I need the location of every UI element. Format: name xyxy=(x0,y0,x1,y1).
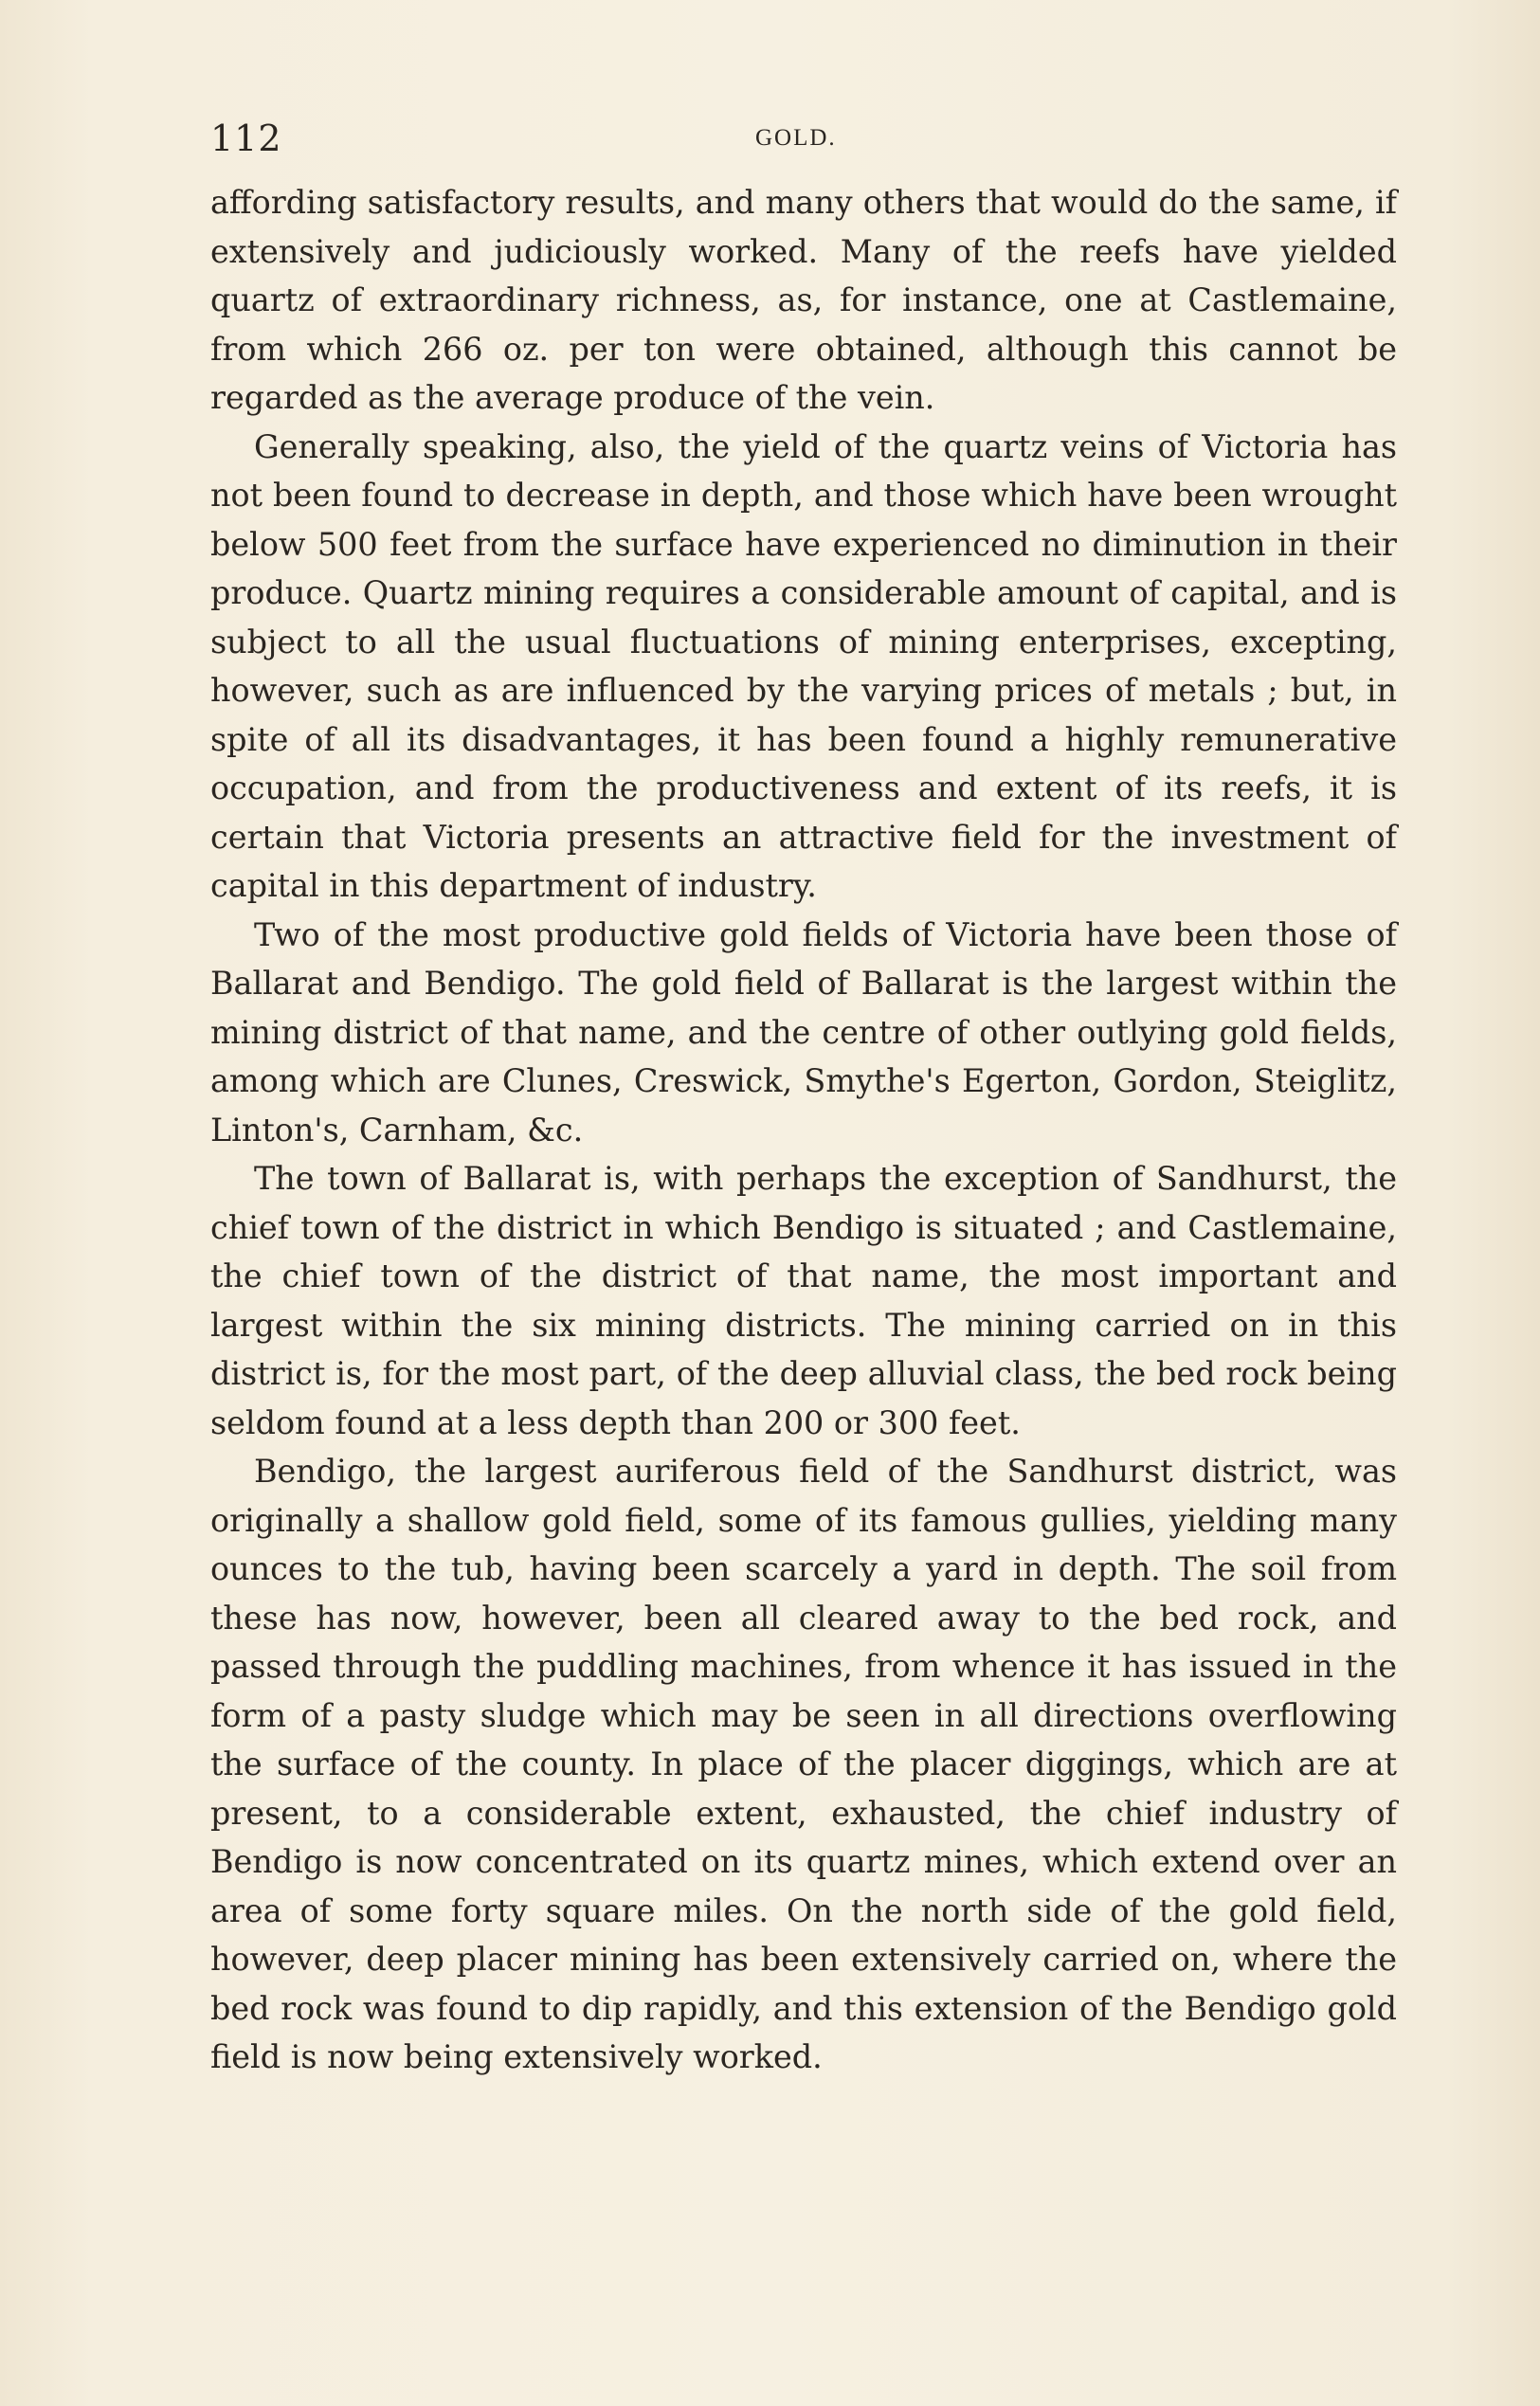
page-header xyxy=(210,112,1404,165)
paragraph-town-of-ballarat: The town of Ballarat is, with perhaps the exception of Sandhurst, the chief town of the district in which Bendigo is situated ; and Castlemaine, the chief town of the district of that name, the most important and largest within the six mining districts. The mining carried on in this district is, for the most part, of the deep alluvial class, the bed rock being seldom found at a less depth than 200 or 300 feet. xyxy=(210,1160,1397,1441)
page-number: 112 xyxy=(210,118,282,159)
paragraph-bendigo: Bendigo, the largest auriferous field of the Sandhurst district, was originally a shallow gold field, some of its famous gullies, yielding many ounces to the tub, having been scarcely a yard in depth. The soil from these has now, however, been all cleared away to the bed rock, and passed through the puddling machines, from whence it has issued in the form of a pasty sludge which may be seen in all directions overflowing the surface of the county. In place of the placer diggings, which are at present, to a considerable extent, exhausted, the chief industry of Bendigo is now concentrated on its quartz mines, which extend over an area of some forty square miles. On the north side of the gold field, however, deep placer mining has been extensively carried on, where the bed rock was found to dip rapidly, and this extension of the Bendigo gold field is now being extensively worked. xyxy=(210,1453,1397,2075)
running-head: GOLD. xyxy=(755,125,837,151)
body-text xyxy=(210,178,1397,2082)
paragraph-ballarat-bendigo: Two of the most productive gold fields of Victoria have been those of Ballarat and Bendigo. The gold field of Ballarat is the largest within the mining district of that name, and the centre of other outlying gold fields, among which are Clunes, Creswick, Smythe's Egerton, Gordon, Steiglitz, Linton's, Carnham, &c. xyxy=(210,915,1397,1149)
paragraph-quartz-yield: Generally speaking, also, the yield of the quartz veins of Victoria has not been found to decrease in depth, and those which have been wrought below 500 feet from the surface have experienced no diminution in their produce. Quartz mining requires a considerable amount of capital, and is subject to all the usual fluctuations of mining enterprises, excepting, however, such as are influenced by the varying prices of metals ; but, in spite of all its disadvantages, it has been found a highly remunerative occupation, and from the productiveness and extent of its reefs, it is certain that Victoria presents an attractive field for the investment of capital in this department of industry. xyxy=(210,427,1397,904)
paragraph-continued: affording satisfactory results, and many others that would do the same, if extensively and judiciously worked. Many of the reefs have yielded quartz of extraordinary richness, as, for instance, one at Castlemaine, from which 266 oz. per ton were obtained, although this cannot be regarded as the average produce of the vein. xyxy=(210,184,1397,416)
